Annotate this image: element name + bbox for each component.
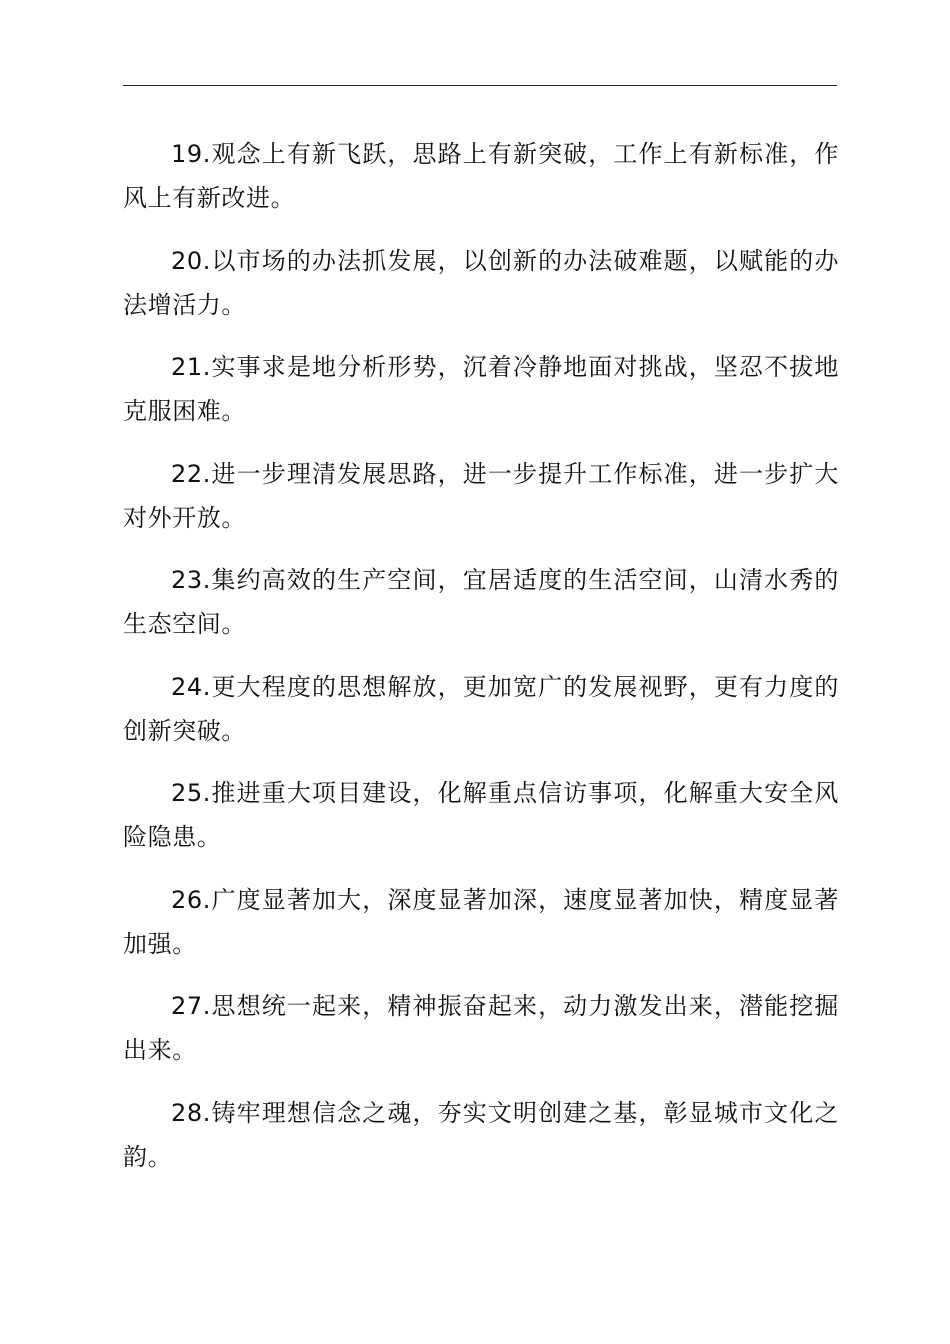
paragraph-19: 19.观念上有新飞跃，思路上有新突破，工作上有新标准，作风上有新改进。 xyxy=(123,140,839,212)
paragraph-23: 23.集约高效的生产空间，宜居适度的生活空间，山清水秀的生态空间。 xyxy=(123,566,839,638)
paragraph-25: 25.推进重大项目建设，化解重点信访事项，化解重大安全风险隐患。 xyxy=(123,779,839,851)
paragraph-21: 21.实事求是地分析形势，沉着冷静地面对挑战，坚忍不拔地克服困难。 xyxy=(123,353,839,425)
paragraph-27: 27.思想统一起来，精神振奋起来，动力激发出来，潜能挖掘出来。 xyxy=(123,992,839,1064)
paragraph-22: 22.进一步理清发展思路，进一步提升工作标准，进一步扩大对外开放。 xyxy=(123,459,839,532)
paragraph-28: 28.铸牢理想信念之魂，夯实文明创建之基，彰显城市文化之韵。 xyxy=(123,1098,839,1171)
document-body xyxy=(123,132,839,1197)
paragraph-26: 26.广度显著加大，深度显著加深，速度显著加快，精度显著加强。 xyxy=(123,885,839,958)
header-rule xyxy=(123,85,837,86)
paragraph-20: 20.以市场的办法抓发展，以创新的办法破难题，以赋能的办法增活力。 xyxy=(123,246,839,319)
paragraph-24: 24.更大程度的思想解放，更加宽广的发展视野，更有力度的创新突破。 xyxy=(123,672,839,745)
